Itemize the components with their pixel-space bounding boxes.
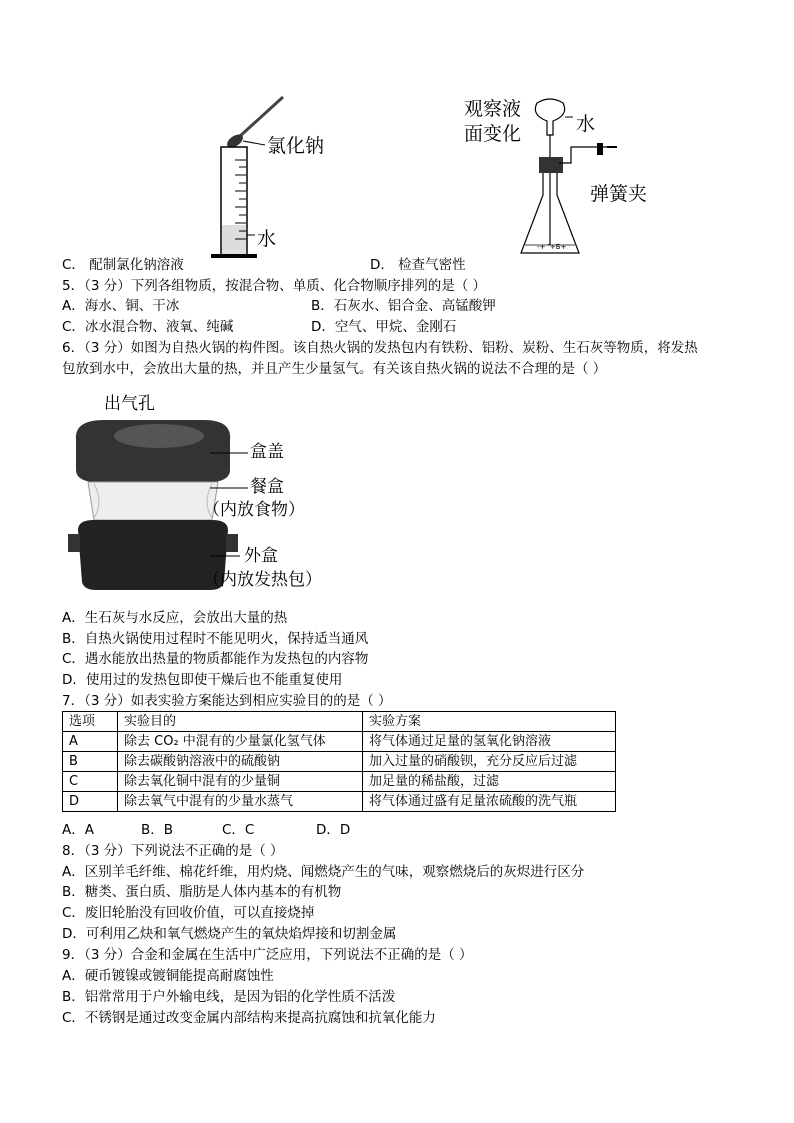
q8-option-c: C．废旧轮胎没有回收价值，可以直接烧掉 xyxy=(62,905,315,921)
table-cell: 除去 CO₂ 中混有的少量氯化氢气体 xyxy=(118,732,363,752)
q5-stem: 5．（3 分）下列各组物质，按混合物、单质、化合物顺序排列的是（ ） xyxy=(62,278,487,294)
table-cell: 除去碳酸钠溶液中的硫酸钠 xyxy=(118,752,363,772)
q6-stem-2: 包放到水中，会放出大量的热，并且产生少量氢气。有关该自热火锅的说法不合理的是（ ） xyxy=(62,361,607,377)
q6-option-a: A．生石灰与水反应，会放出大量的热 xyxy=(62,610,288,626)
label-observe-2: 面变化 xyxy=(464,123,522,145)
q8-option-a: A．区别羊毛纤维、棉花纤维，用灼烧、闻燃烧产生的气味，观察燃烧后的灰烬进行区分 xyxy=(62,864,585,880)
label-tray-note: （内放食物） xyxy=(203,500,305,520)
q8-option-b: B．糖类、蛋白质、脂肪是人体内基本的有机物 xyxy=(62,884,342,900)
q9-option-c: C．不锈钢是通过改变金属内部结构来提高抗腐蚀和抗氧化能力 xyxy=(62,1010,436,1026)
q6-option-d: D．使用过的发热包即使干燥后也不能重复使用 xyxy=(62,672,343,688)
label-vent: 出气孔 xyxy=(104,394,155,414)
table-cell: C xyxy=(63,772,118,792)
label-observe-1: 观察液 xyxy=(464,98,522,120)
q9-option-a: A．硬币镀镍或镀铜能提高耐腐蚀性 xyxy=(62,968,274,984)
q6-stem-1: 6．（3 分）如图为自热火锅的构件图。该自热火锅的发热包内有铁粉、铝粉、炭粉、生石灰等物质，将发热 xyxy=(62,340,698,356)
q9-stem: 9．（3 分）合金和金属在生活中广泛应用，下列说法不正确的是（ ） xyxy=(62,947,473,963)
fig-leader-lines xyxy=(140,410,250,570)
label-outer: 外盒 xyxy=(244,546,278,566)
table-cell: 除去氧化铜中混有的少量铜 xyxy=(118,772,363,792)
table-cell: D xyxy=(63,792,118,812)
q7-stem: 7．（3 分）如表实验方案能达到相应实验目的的是（ ） xyxy=(62,693,392,709)
table-cell: 加入过量的硝酸钡，充分反应后过滤 xyxy=(363,752,616,772)
q6-option-c: C．遇水能放出热量的物质都能作为发热包的内容物 xyxy=(62,651,369,667)
label-water-c: 水 xyxy=(257,228,277,250)
table-cell: B xyxy=(63,752,118,772)
q7-option-d: D．D xyxy=(316,822,351,838)
q8-stem: 8．（3 分）下列说法不正确的是（ ） xyxy=(62,843,284,859)
table-row xyxy=(63,792,616,812)
q5-option-c: C．冰水混合物、液氧、纯碱 xyxy=(62,319,234,335)
label-nacl: 氯化钠 xyxy=(267,135,325,157)
q6-option-b: B．自热火锅使用过程时不能见明火，保持适当通风 xyxy=(62,631,369,647)
table-cell: 将气体通过盛有足量浓硫酸的洗气瓶 xyxy=(363,792,616,812)
table-header-cell: 实验目的 xyxy=(118,712,363,732)
q5-option-a: A．海水、铜、干冰 xyxy=(62,298,180,314)
q7-option-a: A．A xyxy=(62,822,94,838)
table-cell: 将气体通过足量的氢氧化钠溶液 xyxy=(363,732,616,752)
table-cell: 加足量的稀盐酸，过滤 xyxy=(363,772,616,792)
label-clamp: 弹簧夹 xyxy=(590,183,648,205)
label-tray: 餐盒 xyxy=(250,477,284,497)
q9-option-b: B．铝常常用于户外输电线，是因为铝的化学性质不活泼 xyxy=(62,989,396,1005)
q5-option-d: D．空气、甲烷、金刚石 xyxy=(311,319,457,335)
q7-option-b: B．B xyxy=(141,822,174,838)
table-cell: 除去氧气中混有的少量水蒸气 xyxy=(118,792,363,812)
q4-option-d: D． 检查气密性 xyxy=(370,257,466,273)
q8-option-d: D．可利用乙炔和氧气燃烧产生的氧炔焰焊接和切割金属 xyxy=(62,926,397,942)
q5-option-b: B．石灰水、铝合金、高锰酸钾 xyxy=(311,298,496,314)
svg-text:-+ ʼ+Ƃ+: -+ ʼ+Ƃ+ xyxy=(537,243,567,251)
table-header-cell: 选项 xyxy=(63,712,118,732)
q4-option-c: C． 配制氯化钠溶液 xyxy=(62,257,184,273)
q7-table xyxy=(62,711,616,812)
table-header-row xyxy=(63,712,616,732)
label-water-d: 水 xyxy=(576,113,596,135)
table-row xyxy=(63,752,616,772)
label-lid: 盒盖 xyxy=(250,442,284,462)
table-row xyxy=(63,772,616,792)
table-cell: A xyxy=(63,732,118,752)
label-outer-note: （内放发热包） xyxy=(203,570,322,590)
q7-option-c: C．C xyxy=(222,822,255,838)
table-header-cell: 实验方案 xyxy=(363,712,616,732)
table-row xyxy=(63,732,616,752)
